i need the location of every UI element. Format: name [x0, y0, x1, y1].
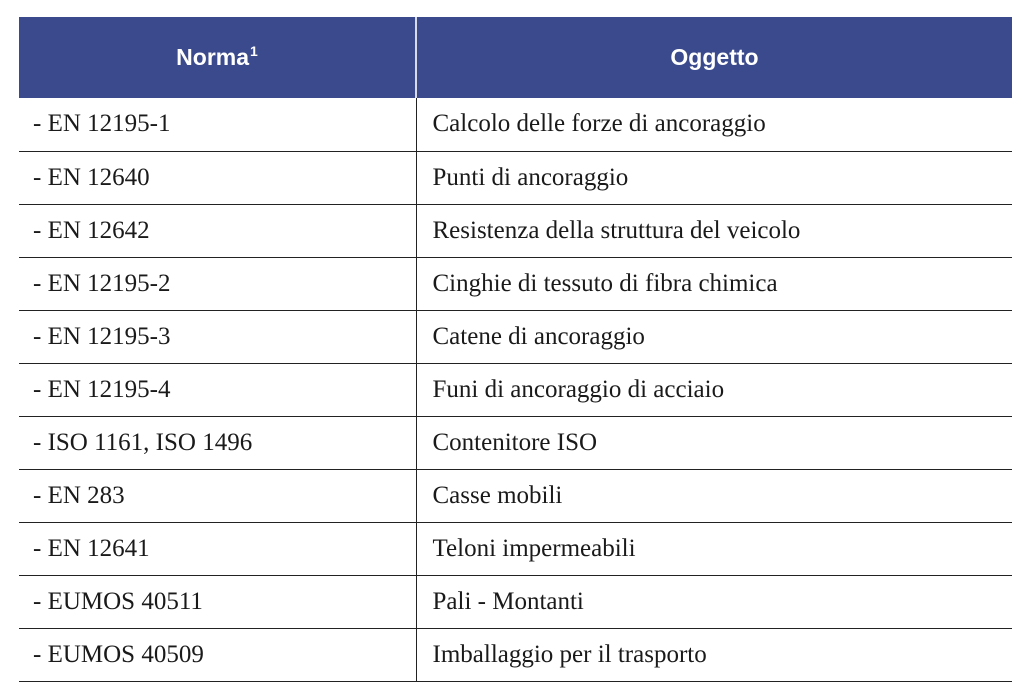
cell-oggetto: Teloni impermeabili — [416, 522, 1012, 575]
table-header — [19, 17, 1012, 98]
cell-oggetto: Calcolo delle forze di ancoraggio — [416, 98, 1012, 151]
cell-norma: - EN 283 — [19, 469, 416, 522]
table-row — [19, 204, 1012, 257]
cell-oggetto: Cinghie di tessuto di fibra chimica — [416, 257, 1012, 310]
header-oggetto — [416, 17, 1012, 98]
cell-norma: - EN 12641 — [19, 522, 416, 575]
header-norma-footnote: 1 — [250, 43, 258, 60]
cell-oggetto: Contenitore ISO — [416, 416, 1012, 469]
table-row — [19, 416, 1012, 469]
cell-oggetto: Pali - Montanti — [416, 575, 1012, 628]
table-row — [19, 98, 1012, 151]
header-norma-label: Norma — [176, 44, 250, 70]
table-row — [19, 363, 1012, 416]
cell-norma: - EN 12642 — [19, 204, 416, 257]
table-body — [19, 98, 1012, 681]
cell-oggetto: Imballaggio per il trasporto — [416, 628, 1012, 681]
header-oggetto-label: Oggetto — [670, 44, 759, 70]
cell-norma: - EN 12195-3 — [19, 310, 416, 363]
cell-oggetto: Punti di ancoraggio — [416, 151, 1012, 204]
table-row — [19, 151, 1012, 204]
standards-table-container — [19, 17, 1012, 682]
cell-norma: - EUMOS 40509 — [19, 628, 416, 681]
table-row — [19, 575, 1012, 628]
cell-oggetto: Catene di ancoraggio — [416, 310, 1012, 363]
table-row — [19, 628, 1012, 681]
table-row — [19, 469, 1012, 522]
standards-table — [19, 17, 1012, 682]
cell-oggetto: Resistenza della struttura del veicolo — [416, 204, 1012, 257]
cell-norma: - EN 12195-2 — [19, 257, 416, 310]
cell-norma: - EN 12640 — [19, 151, 416, 204]
cell-norma: - EN 12195-1 — [19, 98, 416, 151]
cell-norma: - EN 12195-4 — [19, 363, 416, 416]
cell-norma: - ISO 1161, ISO 1496 — [19, 416, 416, 469]
cell-norma: - EUMOS 40511 — [19, 575, 416, 628]
cell-oggetto: Funi di ancoraggio di acciaio — [416, 363, 1012, 416]
header-norma — [19, 17, 416, 98]
cell-oggetto: Casse mobili — [416, 469, 1012, 522]
table-row — [19, 257, 1012, 310]
table-row — [19, 522, 1012, 575]
header-row — [19, 17, 1012, 98]
table-row — [19, 310, 1012, 363]
